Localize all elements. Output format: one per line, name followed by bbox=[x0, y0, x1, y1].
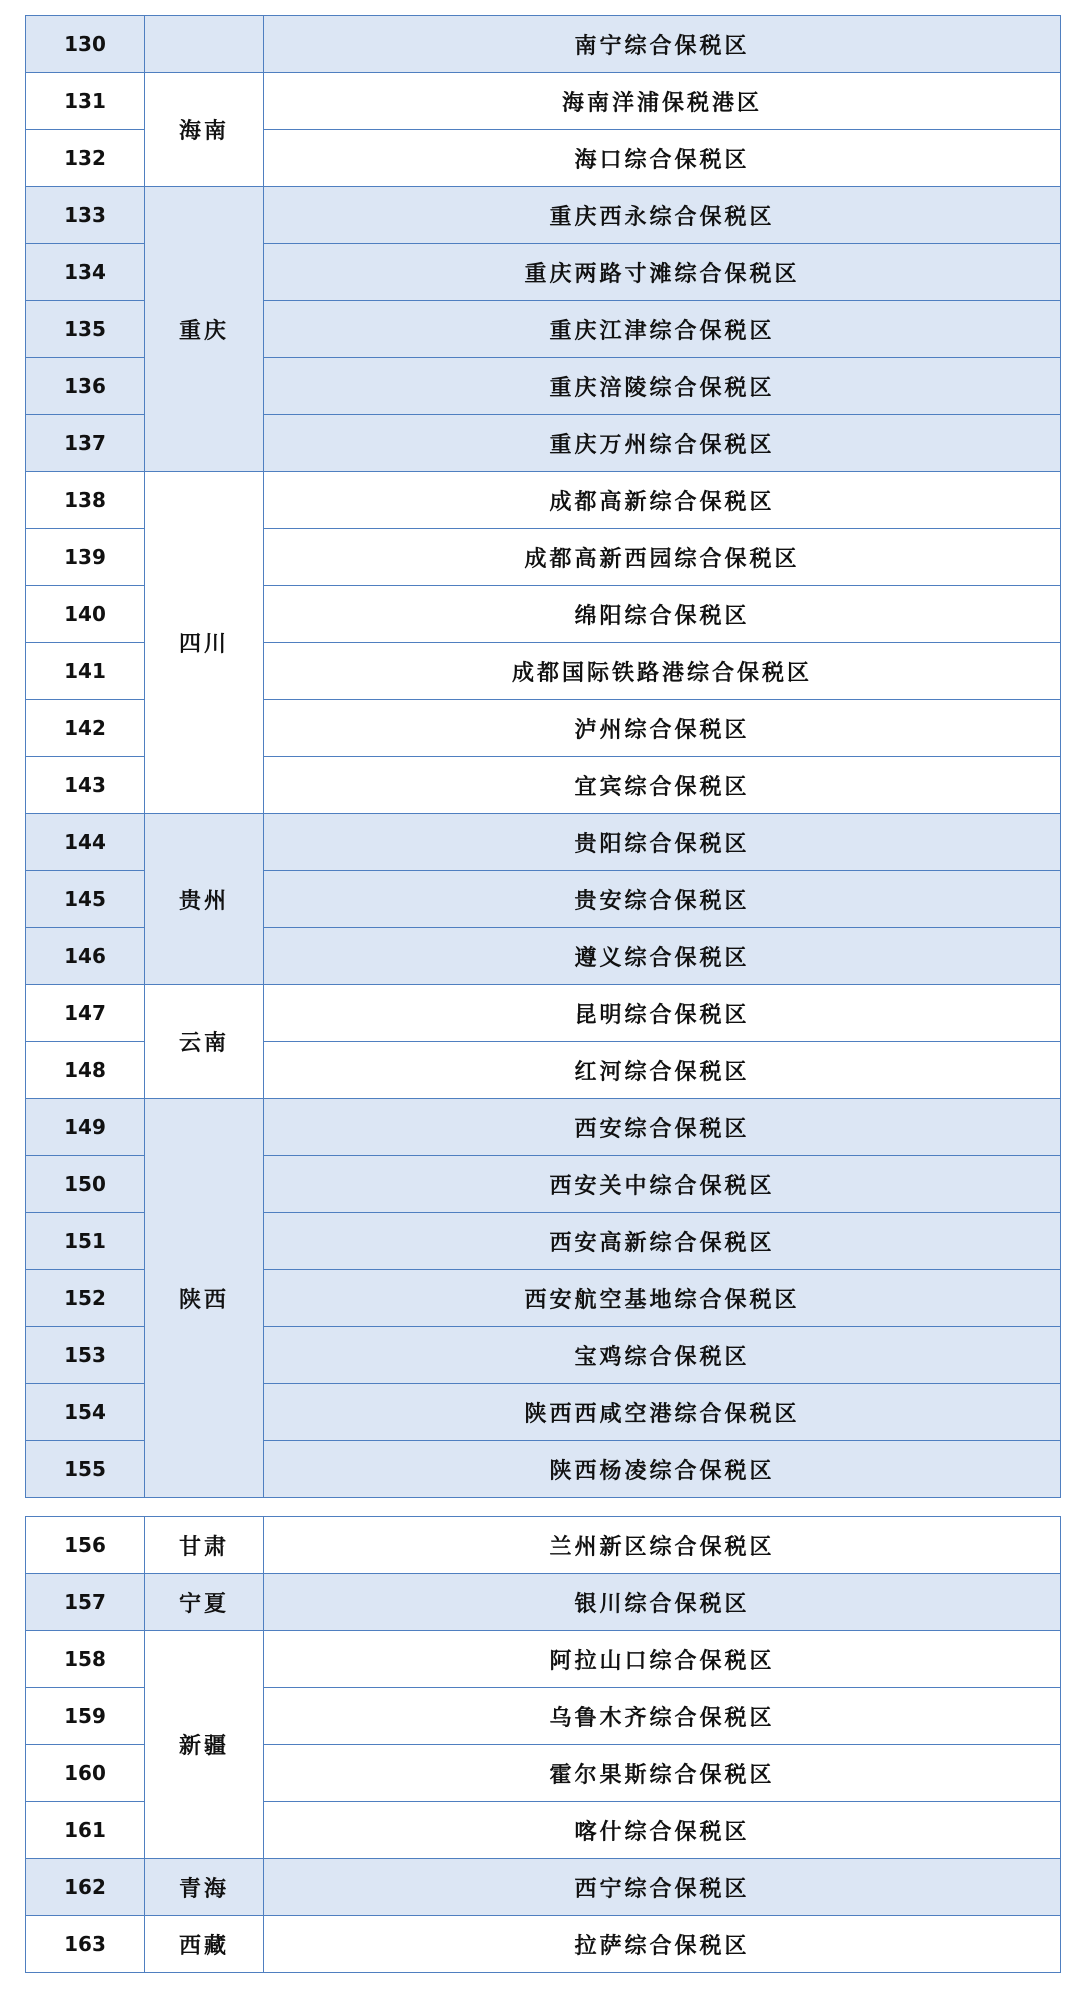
row-number: 149 bbox=[26, 1099, 145, 1156]
row-number: 130 bbox=[26, 16, 145, 73]
province-cell: 西藏 bbox=[145, 1916, 264, 1973]
table-row bbox=[26, 1916, 1061, 1973]
table-row bbox=[26, 73, 1061, 130]
zone-name-cell: 西安高新综合保税区 bbox=[264, 1213, 1061, 1270]
row-number: 144 bbox=[26, 814, 145, 871]
province-cell: 贵州 bbox=[145, 814, 264, 985]
table-row bbox=[26, 1631, 1061, 1688]
zone-name-cell: 重庆万州综合保税区 bbox=[264, 415, 1061, 472]
province-cell: 云南 bbox=[145, 985, 264, 1099]
zone-name-cell: 重庆两路寸滩综合保税区 bbox=[264, 244, 1061, 301]
zone-name-cell: 乌鲁木齐综合保税区 bbox=[264, 1688, 1061, 1745]
province-cell: 宁夏 bbox=[145, 1574, 264, 1631]
row-number: 153 bbox=[26, 1327, 145, 1384]
zone-name-cell: 红河综合保税区 bbox=[264, 1042, 1061, 1099]
row-number: 146 bbox=[26, 928, 145, 985]
table-row bbox=[26, 1517, 1061, 1574]
row-number: 143 bbox=[26, 757, 145, 814]
province-cell: 陕西 bbox=[145, 1099, 264, 1498]
row-number: 159 bbox=[26, 1688, 145, 1745]
bonded-zone-table-part-2 bbox=[25, 1516, 1061, 1973]
row-number: 154 bbox=[26, 1384, 145, 1441]
row-number: 131 bbox=[26, 73, 145, 130]
province-cell: 青海 bbox=[145, 1859, 264, 1916]
table-body bbox=[26, 1517, 1061, 1973]
row-number: 141 bbox=[26, 643, 145, 700]
province-cell: 四川 bbox=[145, 472, 264, 814]
row-number: 138 bbox=[26, 472, 145, 529]
zone-name-cell: 拉萨综合保税区 bbox=[264, 1916, 1061, 1973]
table-row bbox=[26, 985, 1061, 1042]
zone-name-cell: 喀什综合保税区 bbox=[264, 1802, 1061, 1859]
zone-name-cell: 泸州综合保税区 bbox=[264, 700, 1061, 757]
row-number: 132 bbox=[26, 130, 145, 187]
table-row bbox=[26, 1099, 1061, 1156]
row-number: 133 bbox=[26, 187, 145, 244]
bonded-zone-table-part-1 bbox=[25, 15, 1061, 1498]
zone-name-cell: 贵阳综合保税区 bbox=[264, 814, 1061, 871]
zone-name-cell: 宜宾综合保税区 bbox=[264, 757, 1061, 814]
zone-name-cell: 陕西杨凌综合保税区 bbox=[264, 1441, 1061, 1498]
zone-name-cell: 重庆西永综合保税区 bbox=[264, 187, 1061, 244]
province-cell: 新疆 bbox=[145, 1631, 264, 1859]
row-number: 162 bbox=[26, 1859, 145, 1916]
table-row bbox=[26, 1574, 1061, 1631]
zone-name-cell: 西安航空基地综合保税区 bbox=[264, 1270, 1061, 1327]
zone-name-cell: 银川综合保税区 bbox=[264, 1574, 1061, 1631]
row-number: 155 bbox=[26, 1441, 145, 1498]
row-number: 147 bbox=[26, 985, 145, 1042]
row-number: 160 bbox=[26, 1745, 145, 1802]
table-row bbox=[26, 187, 1061, 244]
zone-name-cell: 西安关中综合保税区 bbox=[264, 1156, 1061, 1213]
row-number: 150 bbox=[26, 1156, 145, 1213]
table-row bbox=[26, 472, 1061, 529]
zone-name-cell: 绵阳综合保税区 bbox=[264, 586, 1061, 643]
province-cell: 海南 bbox=[145, 73, 264, 187]
table-row bbox=[26, 16, 1061, 73]
zone-name-cell: 西安综合保税区 bbox=[264, 1099, 1061, 1156]
row-number: 145 bbox=[26, 871, 145, 928]
zone-name-cell: 重庆涪陵综合保税区 bbox=[264, 358, 1061, 415]
zone-name-cell: 海口综合保税区 bbox=[264, 130, 1061, 187]
zone-name-cell: 陕西西咸空港综合保税区 bbox=[264, 1384, 1061, 1441]
row-number: 157 bbox=[26, 1574, 145, 1631]
province-cell: 甘肃 bbox=[145, 1517, 264, 1574]
zone-name-cell: 海南洋浦保税港区 bbox=[264, 73, 1061, 130]
province-cell bbox=[145, 16, 264, 73]
zone-name-cell: 西宁综合保税区 bbox=[264, 1859, 1061, 1916]
row-number: 161 bbox=[26, 1802, 145, 1859]
zone-name-cell: 成都国际铁路港综合保税区 bbox=[264, 643, 1061, 700]
table-row bbox=[26, 814, 1061, 871]
row-number: 136 bbox=[26, 358, 145, 415]
table-body bbox=[26, 16, 1061, 1498]
zone-name-cell: 霍尔果斯综合保税区 bbox=[264, 1745, 1061, 1802]
row-number: 140 bbox=[26, 586, 145, 643]
zone-name-cell: 阿拉山口综合保税区 bbox=[264, 1631, 1061, 1688]
row-number: 152 bbox=[26, 1270, 145, 1327]
province-cell: 重庆 bbox=[145, 187, 264, 472]
row-number: 151 bbox=[26, 1213, 145, 1270]
zone-name-cell: 成都高新西园综合保税区 bbox=[264, 529, 1061, 586]
row-number: 148 bbox=[26, 1042, 145, 1099]
row-number: 142 bbox=[26, 700, 145, 757]
row-number: 137 bbox=[26, 415, 145, 472]
row-number: 139 bbox=[26, 529, 145, 586]
table-row bbox=[26, 1859, 1061, 1916]
row-number: 156 bbox=[26, 1517, 145, 1574]
zone-name-cell: 宝鸡综合保税区 bbox=[264, 1327, 1061, 1384]
row-number: 134 bbox=[26, 244, 145, 301]
zone-name-cell: 贵安综合保税区 bbox=[264, 871, 1061, 928]
row-number: 158 bbox=[26, 1631, 145, 1688]
zone-name-cell: 昆明综合保税区 bbox=[264, 985, 1061, 1042]
zone-name-cell: 南宁综合保税区 bbox=[264, 16, 1061, 73]
zone-name-cell: 兰州新区综合保税区 bbox=[264, 1517, 1061, 1574]
zone-name-cell: 重庆江津综合保税区 bbox=[264, 301, 1061, 358]
zone-name-cell: 遵义综合保税区 bbox=[264, 928, 1061, 985]
zone-name-cell: 成都高新综合保税区 bbox=[264, 472, 1061, 529]
row-number: 163 bbox=[26, 1916, 145, 1973]
row-number: 135 bbox=[26, 301, 145, 358]
